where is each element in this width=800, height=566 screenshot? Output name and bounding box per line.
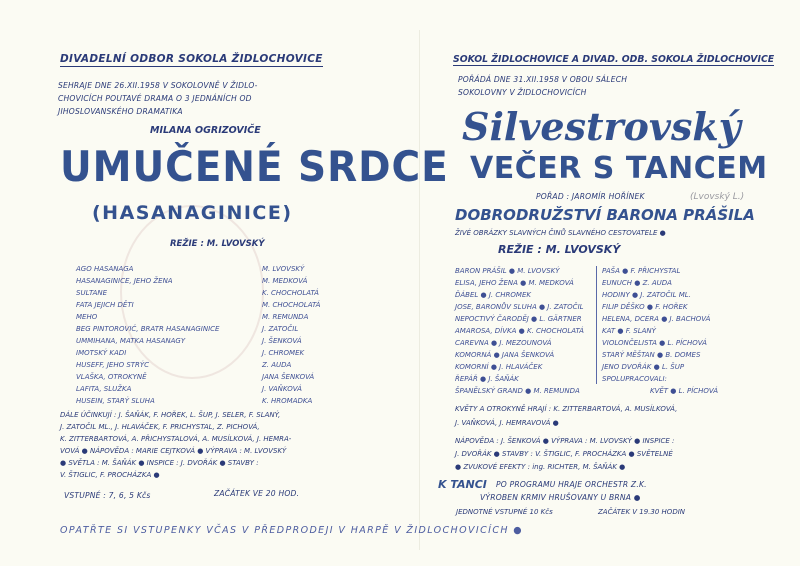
cast-role: VLAŠKA, OTROKYNĚ — [76, 373, 147, 381]
right-program-author: POŘAD : JAROMÍR HOŘÍNEK — [536, 192, 645, 201]
cast-actor: J. ZATOČIL — [262, 325, 299, 333]
cast-entry: HODINY ● J. ZATOČIL ML. — [602, 291, 691, 299]
right-title-main: VEČER S TANCEM — [470, 151, 768, 186]
left-extras-line: DÁLE ÚČINKUJÍ : J. ŠAŇÁK, F. HOŘEK, L. ŠUP, J. SELER, F. SLANÝ, — [60, 411, 281, 419]
cast-actor: Z. AUDA — [262, 361, 292, 369]
cast-entry: VIOLONČELISTA ● L. PÍCHOVÁ — [602, 339, 707, 347]
left-extras-line: V. ŠTIGLIC, F. PROCHÁZKA ● — [60, 471, 160, 479]
footer-presale-note: OPATŘTE SI VSTUPENKY VČAS V PŘEDPRODEJI V HARPĚ V ŽIDLOCHOVICÍCH ● — [60, 525, 524, 536]
left-extras-line: VOVÁ ● NÁPOVĚDA : MARIE CEJTKOVÁ ● VÝPRAVA : M. LVOVSKÝ — [60, 447, 287, 455]
right-intro-line-2: SOKOLOVNY V ŽIDLOCHOVICÍCH — [458, 88, 587, 97]
cast-role: HUSEFF, JEHO STRÝC — [76, 361, 149, 369]
left-start-time: ZAČÁTEK VE 20 HOD. — [214, 489, 300, 498]
cast-actor: J. CHROMEK — [262, 349, 305, 357]
right-piece-description: ŽIVÉ OBRÁZKY SLAVNÝCH ČINŮ SLAVNÉHO CESTOVATELE ● — [455, 229, 666, 237]
handwritten-note: (Lvovský L.) — [690, 192, 745, 202]
cast-column-divider — [596, 266, 597, 384]
right-flowers-line: KVĚTY A OTROKYNĚ HRAJÍ : K. ZITTERBARTOVÁ, A. MUSÍLKOVÁ, — [455, 405, 678, 413]
fold-line — [419, 30, 420, 550]
left-intro-line-3: JIHOSLOVANSKÉHO DRAMATIKA — [58, 107, 183, 116]
cast-actor: K. CHOCHOLATÁ — [262, 289, 319, 297]
cast-entry: ŘEPÁŘ ● J. ŠAŇÁK — [455, 375, 519, 383]
left-price: VSTUPNÉ : 7, 6, 5 Kčs — [64, 491, 151, 500]
left-title: UMUČENÉ SRDCE — [60, 142, 449, 191]
cast-actor: J. VAŇKOVÁ — [262, 385, 302, 393]
cast-entry: KOMORNÍ ● J. HLAVÁČEK — [455, 363, 543, 371]
cast-role: BEG PINTOROVIĆ, BRATR HASANAGINICE — [76, 325, 220, 333]
cast-role: MEHO — [76, 313, 98, 321]
right-dance-text-2: VÝROBEN KRMIV HRUŠOVANY U BRNA ● — [480, 493, 641, 502]
left-extras-line: K. ZITTERBARTOVÁ, A. PŘICHYSTALOVÁ, A. MUSÍLKOVÁ, J. HEMRA- — [60, 435, 292, 443]
right-dance-heading: K TANCI — [438, 478, 487, 491]
right-price: JEDNOTNÉ VSTUPNÉ 10 Kčs — [456, 508, 553, 516]
left-intro-line-1: SEHRAJE DNE 26.XII.1958 V SOKOLOVNĚ V ŽIDLO- — [58, 81, 258, 90]
left-extras-line: ● SVĚTLA : M. ŠAŇÁK ● INSPICE : J. DVOŘÁK ● STAVBY : — [60, 459, 259, 467]
cast-entry: KAT ● F. SLANÝ — [602, 327, 656, 335]
right-director: REŽIE : M. LVOVSKÝ — [498, 243, 621, 256]
right-piece-title: DOBRODRUŽSTVÍ BARONA PRÁŠILA — [455, 206, 755, 224]
cast-entry: ĎÁBEL ● J. CHROMEK — [455, 291, 531, 299]
left-director: REŽIE : M. LVOVSKÝ — [170, 239, 265, 249]
cast-entry: ŠPANĚLSKÝ GRAND ● M. REMUNDA — [455, 387, 580, 395]
cast-entry: NEPOCTIVÝ ČARODĚJ ● L. GÄRTNER — [455, 315, 582, 323]
right-dance-text: PO PROGRAMU HRAJE ORCHESTR Z.K. — [496, 480, 647, 489]
cast-role: UMMIHANA, MATKA HASANAGY — [76, 337, 186, 345]
faded-stamp — [120, 205, 264, 379]
left-author: MILANA OGRIZOVIČE — [150, 125, 261, 136]
left-extras-line: J. ZATOČIL ML., J. HLAVÁČEK, F. PRICHYSTAL, Z. PICHOVÁ, — [60, 423, 260, 431]
right-flowers-line: J. VAŇKOVÁ, J. HEMRAVOVÁ ● — [455, 419, 559, 427]
cast-entry: BARON PRÁŠIL ● M. LVOVSKÝ — [455, 267, 560, 275]
cast-entry: CAREVNA ● J. MEZOUNOVÁ — [455, 339, 552, 347]
cast-actor: M. MEDKOVÁ — [262, 277, 308, 285]
cast-role: AGO HASANAGA — [76, 265, 134, 273]
cast-role: SULTANE — [76, 289, 108, 297]
left-intro-line-2: CHOVICÍCH POUTAVÉ DRAMA O 3 JEDNÁNÍCH OD — [58, 94, 252, 103]
cast-entry: PAŠA ● F. PŘICHYSTAL — [602, 267, 681, 275]
cast-role: HUSEIN, STARÝ SLUHA — [76, 397, 155, 405]
cast-entry: ELISA, JEHO ŽENA ● M. MEDKOVÁ — [455, 279, 574, 287]
cast-actor: K. HROMADKA — [262, 397, 313, 405]
cast-actor: M. REMUNDA — [262, 313, 309, 321]
cast-actor: JANA ŠENKOVÁ — [262, 373, 315, 381]
cast-entry: KOMORNÁ ● JANA ŠENKOVÁ — [455, 351, 555, 359]
cast-entry: EUNUCH ● Z. AUDA — [602, 279, 672, 287]
cast-actor: M. CHOCHOLATÁ — [262, 301, 321, 309]
cast-actor: M. LVOVSKÝ — [262, 265, 305, 273]
cast-entry: AMAROSA, DÍVKA ● K. CHOCHOLATÁ — [455, 327, 584, 335]
cast-role: FATA JEJICH DĚTI — [76, 301, 134, 309]
left-subtitle: (HASANAGINICE) — [92, 202, 293, 224]
cast-actor: J. ŠENKOVÁ — [262, 337, 302, 345]
right-header: SOKOL ŽIDLOCHOVICE A DIVAD. ODB. SOKOLA ŽIDLOCHOVICE — [453, 54, 775, 65]
cast-entry: JENO DVOŘÁK ● L. ŠUP — [602, 363, 685, 371]
left-header: DIVADELNÍ ODBOR SOKOLA ŽIDLOCHOVICE — [60, 53, 323, 65]
cast-role: HASANAGINICE, JEHO ŽENA — [76, 277, 173, 285]
right-intro-line-1: POŘÁDÁ DNE 31.XII.1958 V OBOU SÁLECH — [458, 75, 628, 84]
cast-entry: KVĚT ● L. PÍCHOVÁ — [650, 387, 719, 395]
cast-role: IMOTSKÝ KADI — [76, 349, 127, 357]
right-crew-line: NÁPOVĚDA : J. ŠENKOVÁ ● VÝPRAVA : M. LVOVSKÝ ● INSPICE : — [455, 437, 675, 445]
right-title-script: Silvestrovský — [462, 104, 741, 149]
right-start-time: ZAČÁTEK V 19.30 HODIN — [598, 508, 686, 516]
cast-entry: FILIP DĚŠKO ● F. HOŘEK — [602, 303, 688, 311]
cast-entry: JOSE, BARONŮV SLUHA ● J. ZATOČIL — [455, 303, 584, 311]
cast-entry: STARÝ MĚŠTAN ● B. DOMES — [602, 351, 701, 359]
right-crew-line: J. DVOŘÁK ● STAVBY : V. ŠTIGLIC, F. PROCHÁZKA ● SVĚTELNÉ — [455, 450, 673, 458]
right-crew-line: ● ZVUKOVÉ EFEKTY : ing. RICHTER, M. ŠAŇÁK ● — [455, 463, 626, 471]
cast-entry: HELENA, DCERA ● J. BACHOVÁ — [602, 315, 711, 323]
cast-entry: SPOLUPRACOVALI: — [602, 375, 667, 383]
cast-role: LAFITA, SLUŽKA — [76, 385, 132, 393]
